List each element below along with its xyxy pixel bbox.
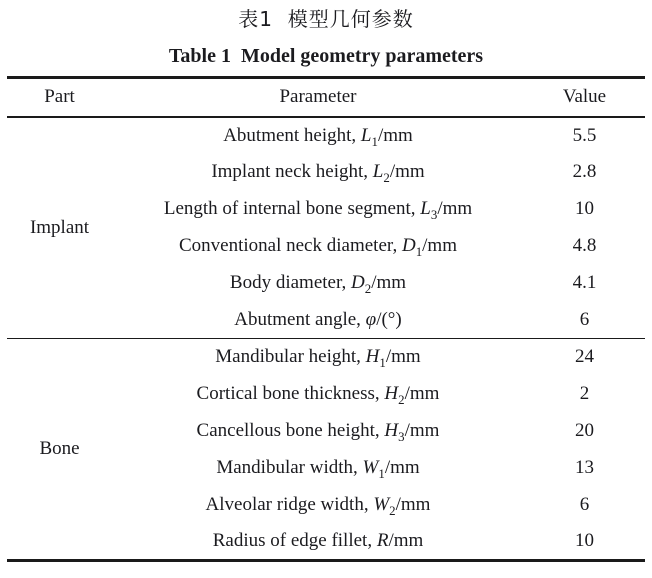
value-cell: 6 [579,308,590,330]
symbol: R [376,530,389,552]
parameter-cell: Alveolar ridge width, $W_2/mm$ [205,494,431,518]
symbol: D [351,272,365,293]
symbol: H [365,346,380,368]
part-cell-bone: Bone [39,438,80,459]
value-cell: 5.5 [572,124,597,146]
geometry-parameters-table [7,76,645,562]
parameter-cell: Cancellous bone height, $H_3/mm$ [196,420,440,444]
symbol: φ [365,308,377,330]
symbol-subscript: 2 [383,169,390,185]
symbol: L [372,161,384,182]
symbol: W [373,494,390,515]
parameter-cell: Length of internal bone segment, $L_3/mm$ [163,198,473,222]
symbol: L [360,124,372,146]
value-cell: 20 [575,420,594,441]
column-header-part: Part [44,86,75,108]
symbol-subscript: 2 [364,280,372,296]
value-cell: 4.8 [572,235,597,256]
table-caption-en: Table 1 Model geometry parameters [168,45,484,67]
value-cell: 2.8 [572,161,597,182]
parameter-cell: Body diameter, $D_2/mm$ [229,272,407,296]
symbol-subscript: 1 [371,133,378,149]
value-cell: 6 [579,494,590,515]
table-caption-zh: 表1 模型几何参数 [238,7,414,31]
parameter-cell: Radius of edge fillet, R/mm [212,530,424,552]
value-cell: 13 [575,457,594,478]
parameter-cell: Mandibular width, $W_1/mm$ [216,457,420,481]
value-cell: 10 [575,530,594,552]
symbol: W [362,457,379,478]
parameter-cell: Conventional neck diameter, $D_1/mm$ [179,235,457,259]
symbol-subscript: 2 [398,391,405,407]
parameter-cell: Abutment height, $L_1/mm$ [223,124,413,149]
parameter-cell: Implant neck height, $L_2/mm$ [211,161,425,185]
column-header-parameter: Parameter [279,86,357,108]
column-header-value: Value [562,86,607,108]
symbol-subscript: 3 [398,428,405,444]
table-row [7,117,645,154]
parameter-cell: Abutment angle, φ/(°) [234,308,402,330]
symbol-subscript: 3 [430,206,438,222]
symbol-subscript: 1 [378,465,385,481]
value-cell: 24 [575,346,594,368]
table-row [7,339,645,376]
parameter-cell: Cortical bone thickness, $H_2/mm$ [196,383,440,407]
part-cell-implant: Implant [29,216,90,238]
symbol: H [384,420,399,441]
symbol: D [401,235,416,256]
symbol-subscript: 1 [379,355,386,371]
parameter-cell: Mandibular height, $H_1/mm$ [215,346,421,371]
symbol: H [384,383,399,404]
symbol-subscript: 1 [415,243,423,259]
value-cell: 2 [579,383,590,404]
table-header-row [7,78,645,117]
symbol-subscript: 2 [389,502,396,518]
value-cell: 4.1 [572,272,597,293]
symbol: L [420,198,431,219]
value-cell: 10 [575,198,594,219]
